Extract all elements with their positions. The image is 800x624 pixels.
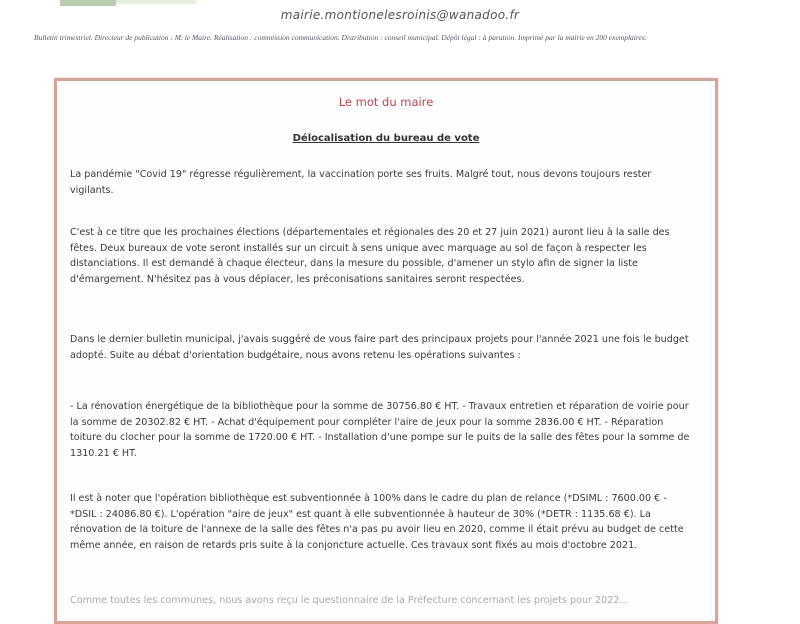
- publication-credits: Bulletin trimestriel. Directeur de publication : M. le Maire. Réalisation : commission communication. Distribution : conseil municipal. Dépôt légal : à parution. Imprimé par la mairie en 200 exemplaires.: [34, 33, 647, 42]
- paragraph-elections: C'est à ce titre que les prochaines élections (départementales et régionales des 20 et 27 juin 2021) auront lieu à la salle des fêtes. Deux bureaux de vote seront installés sur un circuit à sens unique avec marquage au sol de façon à respecter les distanciations. Il est demandé à chaque électeur, dans la mesure du possible, d'amener un stylo afin de signer la liste d'émargement. N'hésitez pas à vous déplacer, les préconisations sanitaires seront respectées.: [70, 227, 670, 285]
- paragraph-cutoff: Comme toutes les communes, nous avons reçu le questionnaire de la Préfecture concernant les projets pour 2022...: [70, 595, 629, 606]
- mayor-word-box: [54, 78, 718, 624]
- paragraph-budget-intro: Dans le dernier bulletin municipal, j'avais suggéré de vous faire part des principaux projets pour l'année 2021 une fois le budget adopté. Suite au débat d'orientation budgétaire, nous avons retenu les opérations suivantes :: [70, 334, 689, 361]
- paragraph-subsidies: Il est à noter que l'opération bibliothèque est subventionnée à 100% dans le cadre du plan de relance (*DSIML : 7600.00 € - *DSIL : 24086.80 €). L'opération "aire de jeux" est quant à elle subventionnée à hauteur de 30% (*DETR : 1135.68 €). La rénovation de la toiture de l'annexe de la salle des fêtes n'a pas pu avoir lieu en 2020, comme il était prévu au budget de cette même année, en raison de retards pris suite à la conjoncture actuelle. Ces travaux sont fixés au mois d'octobre 2021.: [70, 493, 684, 551]
- paragraph-covid: La pandémie "Covid 19" régresse régulièrement, la vaccination porte ses fruits. Malgré tout, nous devons toujours rester vigilants.: [70, 169, 652, 196]
- logo-fragment-light: [116, 0, 196, 4]
- paragraph-operations-list: - La rénovation énergétique de la bibliothèque pour la somme de 30756.80 € HT. - Travaux entretien et réparation de voirie pour la somme de 20302.82 € HT. - Achat d'équipement pour compléter l'aire de jeux pour la somme 2836.00 € HT. - Réparation toiture du clocher pour la somme de 1720.00 € HT. - Installation d'une pompe sur le puits de la salle des fêtes pour la somme de 1310.21 € HT.: [70, 401, 690, 459]
- mairie-email[interactable]: mairie.montionelesroinis@wanadoo.fr: [280, 8, 520, 22]
- article-title: Le mot du maire: [338, 95, 434, 109]
- logo-fragment: [60, 0, 116, 6]
- article-subtitle: Délocalisation du bureau de vote: [292, 133, 480, 144]
